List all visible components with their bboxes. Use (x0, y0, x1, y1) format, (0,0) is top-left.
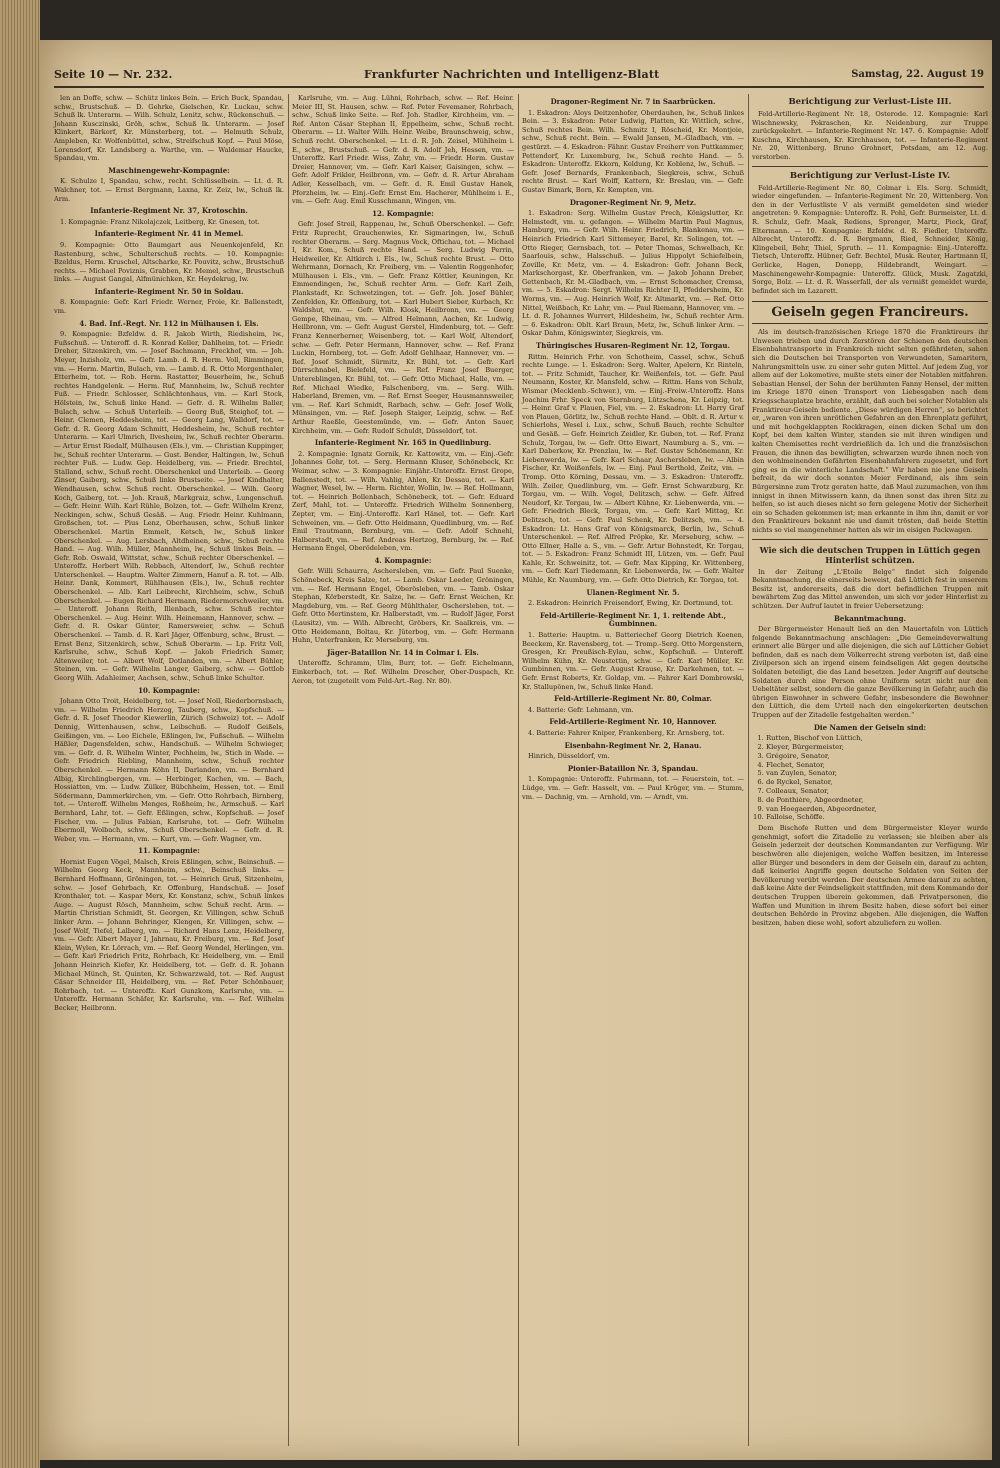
regiment-heading: 4. Kompagnie: (374, 555, 432, 565)
regiment-heading: Infanterie-Regiment Nr. 37, Krotoschin. (90, 206, 248, 216)
column-3 (518, 94, 749, 1446)
casualty-entries: 9. Kompagnie: Otto Baumgart aus Neuenkojenfeld, Kr. Rastenburg, schw., Schulterschuß rechts. — 10. Kompagnie: Bzeldus, Herm. Kruschel, Altscharke, Kr. Pouvitz, schw., Brustschuß rechts. — Michael Poviznis, Grabben, Kr. Memel, schw., Brustschuß links. — August Gangal, Alfmünichken, Kr. Heydekrug, lw. (54, 240, 284, 284)
casualty-entries: 1. Eskadron: Aloys Deitzenhofer, Oberdauhen, lw., Schuß linkes Bein. — 3. Eskadron: Peter Ludwig, Platten, Kr. Wittlich, schw., Schuß rechtes Bein. Wilh. Schmitz I, Röscheid, Kr. Montjoie, schw., Schuß recht. Bein. — Ewald Jansen, M.-Gladbach, vm. — gestürzt. — 4. Eskadron: Fähnr. Gustav Freiherr von Puttkammer, Pettendorf, Kr. Luxemburg, lw., Schuß rechte Hand. — 5. Eskadron: Unteroffz. Ekkorn, Keldung, Kr. Koblenz, lw., Schuß. — Gefr. Josef Bernards, Frankenbach, Siegkreis, schw., Schuß rechte Brust. — Karl Wolff, Kattern, Kr. Breslau, vm. — Gefr. Gustav Bimark, Born, Kr. Kempten, vm. (522, 108, 744, 194)
hostage-list-title: Die Namen der Geiseln sind: (813, 722, 927, 732)
regiment-heading: 10. Kompagnie: (138, 685, 200, 695)
hostage-item: 1. Rutten, Bischof von Lüttich, (766, 734, 988, 743)
hostage-item: 5. van Zuylen, Senator, (766, 769, 988, 778)
casualty-entries: 2. Eskadron: Heinrich Freisendorf, Ewing, Kr. Dortmund, tot. (528, 599, 734, 608)
casualty-entries: 1. Eskadron: Serg. Wilhelm Gustav Prech, Königslutter, Kr. Helmstedt, vm. u. gefangen. — Wilhelm Martin Paul Magnus, Hamburg, vm. — Gefr. Wilh. Heinr. Friedrich, Blankenau, vm. — Heinrich Friedrich Karl Sittemeyer, Barel, Kr. Solingen, tot. — Otto Rieger, Gernsbach, tot. — Peter Thomas, Schwelbach, Kr. Saarlouis, schw., Halsschuß. — Julius Hippolyt Schiefelbein, Zoville, Kr. Metz, vm. — 4. Eskadron: Gefr. Johann Beck, Markschorgast, Kr. Oberfranken, vm. — Jakob Johann Dreber, Gettenbach, Kr. M.-Gladbach, vm. — Ernst Schomacher, Cremsa, vm. — 5. Eskadron: Sergt. Wilhelm Richter II, Pfeddersheim, Kr. Worms, vm. — Aug. Heinrich Wolf, Kr. Altmarkt, vm. — Ref. Otto Nittel, Weißbach, Kr. Lahr, vm. — Paul Riemann, Hannover, vm. — Lt. d. R. Johannes Wurrert, Hildesheim, lw., Schuß rechter Arm. — 6. Eskadron: Oblt. Karl Braun, Metz, lw., Schuß linker Arm. — Oskar Dahm, Königswinter, Siegkreis, vm. (522, 209, 744, 338)
casualty-entries: 4. Batterie: Fahrer Kniper, Frankenberg, Kr. Arnsberg, tot. (528, 728, 725, 737)
page-number: Seite 10 — Nr. 232. (54, 67, 173, 81)
casualty-entries: 1. Kompagnie: Unteroffz. Fuhrmann, tot. — Feuerstein, tot. — Lüdge, vm. — Gefr. Hasselt, vm. — Paul Krüger, vm. — Stumm, vm. — Dachnig, vm. — Arnhold, vm. — Arndt, vm. (522, 775, 744, 801)
hostage-item: 9. van Hoegaerden, Abgeordneter, (766, 805, 988, 814)
hostage-item: 3. Grégoire, Senator, (766, 752, 988, 761)
divider (752, 539, 988, 540)
article-text: Als im deutsch-französischen Kriege 1870 die Franktireurs ihr Unwesen trieben und durch Zerstören der Schienen den deutschen Eisenbahntransporte in Frankreich nicht selten gefährdeten, sahen sich die Deutschen bei Transporten von Verwundeten, Samaritern, Nahrungsmitteln usw. zu einer sehr guten Mittel. Auf jedem Zug, vor allem auf der Lokomotive, mußte stets einer der Notablen mitfahren. Sebastian Hensel, der Sohn der berühmten Fanny Hensel, der mitten im Kriege 1870 einen Transport von Liebesgaben nach dem Kriegsschauplatze brachte, erzählt, daß auch bei solcher Notablen als Franktireur-Geiseln bediente. „Diese würdigen Herren“, so berichtet er, „waren von ihren unrötlichen Gefahren an den Ehrenplatz geführt, und mit hochgeklappten Rockkragen, einen dicken Schal um den Kopf, bei dem kalten Winter, standen sie mit ihren windigen und kalten Chemisettes recht verdrießlich da. Ich und die französischen Frauen, die ihnen das bewilligten, schwarzen wurde ihnen noch von den wohlmeinenden Gefährten Eisenbahnfahrern zugesetzt, und fort ging es in die winterliche Landschaft.“ Wir haben nie jene Geiseln befreit, da wir doch sonnten Meier Ferdinand, als ihm sein Bürgersinne zum Trotz geraten hatte, daß Maul zuzumachen, von ihm innigst in ihnen Mitwissern kann, da ihnen sonst das ihren Sitz zu helfen, so ist auch dieses nicht so fern gelegene Motiv der Sicherheit ein so Schaden gekommen ist; man erkannte in ihm ihn, damit er vor den Franktireurs bekannt nie und damit trösten, daß beide Stettin nichts so viel mangenehmer hatten als wir im eisigen Packwagen. (752, 328, 988, 534)
casualty-entries: K. Schulze I, Spandau, schw., recht. Schlüsselbein. — Lt. d. R. Walchner, tot. — Ernst Bergmann, Laxna, Kr. Zeiz, lw., Schuß lk. Arm. (54, 177, 284, 203)
casualty-entries: 4. Batterie: Gefr. Lehmann, vm. (528, 705, 634, 714)
divider (752, 166, 988, 167)
casualty-entries: 1. Batterie: Hauptm. u. Batteriechef Georg Dietrich Koenen, Beeckem, Kr. Ravensberg, tot. — Tromp.-Serg. Otto Morgenstern, Gresgen, Kr. Preußisch-Eylau, schw., Kopfschuß. — Unteroff. Wilhelm Kühn, Kr. Neustettin, schw. — Gefr. Karl Müller, Kr. Gumbinnen, vm. — Gefr. August Krause, Kr. Darkehmen, tot. — Gefr. Ernst Roberts, Kr. Goldap, vm. — Fahrer Karl Dombrowski, Kr. Stallupönen, lw., Schuß linke Hand. (522, 631, 744, 691)
hostage-item: 7. Colleaux, Senator, (766, 787, 988, 796)
casualty-entries: 8. Kompagnie: Gefr. Karl Friedr. Werner, Froie, Kr. Ballenstedt, vm. (54, 298, 284, 316)
subarticle-title: Wie sich die deutschen Truppen in Lüttich gegen Hinterlist schützen. (759, 544, 981, 565)
page-header (54, 62, 984, 88)
regiment-heading: Eisenbahn-Regiment Nr. 2, Hanau. (564, 740, 702, 750)
casualty-entries: Rittm. Heinrich Frhr. von Schotheim, Cassel, schw., Schuß rechte Lunge. — 1. Eskadron: Serg. Walter, Apelern, Kr. Rinteln, tot. — Fritz Schmidt, Taucher, Kr. Weißenfels, tot. — Gefr. Paul Neumann, Koster, Kr. Mansfeld, schw. — Rittm. Hans von Schulz, Wismar (Mecklenb.-Schwer.), vm. — Einj.-Freiw.-Unteroffz. Hans Joachim Frhr. Speck von Sternburg, Lützschena, Kr. Leipzig, tot. — Heinr. Graf v. Plauen, Fiel, vm. — 2. Eskadron: Lt. Harry Graf von Plauen, Görlitz, lw., Schuß rechte Hand. — Oblt. d. R. Artur v. Schierlohs, Wesel i. Lux., schw., Schuß Bauch, rechte Schulter und Gesäß. — Gefr. Heinrich Zeidler, Kr. Guben, tot. — Ref. Franz Schulz, Torgau, lw. — Gefr. Otto Eiwart, Naumburg a. S., vm. — Karl Daberkow, Kr. Prenzlau, lw. — Ref. Gustav Schönemann, Kr. Liebenwerda, lw. — Gefr. Karl Schaar, Aschersleben, lw. — Albin Fischer, Kr. Weißenfels, lw. — Einj. Paul Berthold, Zeitz, vm. — Tromp. Otto Körning, Dessau, vm. — 3. Eskadron: Unteroffz. Wilh. Zeiler, Quedlinburg, vm. — Gefr. Ernst Schwarzburg, Kr. Torgau, vm. — Wilh. Vogel, Delitzsch, schw. — Gefr. Alfred Neudorf, Kr. Torgau, lw. — Albert Kühne, Kr. Liebenwerda, vm. — Gefr. Friedrich Bleck, Torgau, vm. — Gefr. Karl Mittag, Kr. Delitzsch, tot. — Gefr. Paul Schenk, Kr. Delitzsch, vm. — 4. Eskadron: Lt. Hans Graf von Königsmarck, Berlin, lw., Schuß Unterschenkel. — Ref. Alfred Pröpke, Kr. Merseburg, schw. — Otto Ellner, Halle a. S., vm. — Gefr. Artur Bohnstedt, Kr. Torgau, tot. — 5. Eskadron: Franz Schmidt III, Lützen, vm. — Gefr. Paul Kahle, Kr. Schweinitz, tot. — Gefr. Max Kipping, Kr. Wittenberg, vm. — Gefr. Karl Tiedemann, Kr. Liebenwerda, lw. — Gefr. Walter Mühle, Kr. Naumburg, vm. — Gefr. Otto Dietrich, Kr. Torgau, tot. (522, 352, 744, 585)
casualty-entries: Gefr. Willi Schaurra, Aschersleben, vm. — Gefr. Paul Suenke, Schönebeck, Kreis Salze, tot. — Lamb. Oskar Leeder, Gröningen, vm. — Ref. Hermann Engel, Oberösleben, vm. — Tamb. Oskar Stephan, Körberstedt, Kr. Salze, lw. — Gefr. Ernst Weichen, Kr. Magdeburg, vm. — Ref. Georg Mühlthaler, Oschersleben, tot. — Gefr. Otto Mertinstem, Kr. Halberstadt, vm. — Rudolf Jäger, Forst (Lausitz), vm. — Wilh. Albrecht, Gröbers, Kr. Saalkreis, vm. — Otto Heidemann, Boltau, Kr. Jüterbog, vm. — Gefr. Hermann Huhn, Unterfranken, Kr. Merseburg, vm. (292, 567, 514, 645)
hostage-item: 10. Falloise, Schöffe. (766, 813, 988, 822)
book-binding-edge (0, 0, 40, 1468)
correction-text-4: Feld-Artillerie-Regiment Nr. 80, Colmar i. Els. Serg. Schmidt, wieder eingefunden. — Infanterie-Regiment Nr. 20, Wittenberg. Von den in der Verlustliste V als vermißt gemeldeten sind wieder angetreten: 9. Kompagnie: Unteroffz. R. Pohl, Gefr. Burmeister, Lt. d. R. Schulz, Gefr. Maak, Rediens, Sprenger, Martz, Pieck, Graf, Eltermann. — 10. Kompagnie: Bzfeldw. d. R. Fiedler, Unteroffz. Albrecht, Unteroffz. d. R. Bergmann, Ried, Schneider, König, Klingebeil, Behr, Thiel, Spruth. — 11. Kompagnie: Einj.-Unteroffz. Tietsch, Unteroffz. Hübner, Gefr. Bechtel, Musk. Reuter, Hartmann II, Gerlicke, Hagen, Donepp, Hildebrandt, Weingart. — Maschinengewehr-Kompagnie: Unteroffz. Glück, Musk. Zagatzki, Sorge, Bolz. — Lt. d. R. Wasserfall, der als vermißt gemeldet wurde, befindet sich im Lazarett. (752, 183, 988, 295)
closing-text: Dem Bischofe Rutten und dem Bürgermeister Kleyer wurde genehmigt, sofort die Zitadelle zu verlassen; sie bleiben aber als Geiseln jederzeit der deutschen Kommandanten zur Verfügung. Wir beschwören alle diejenigen, welche Waffen besitzen, im Interesse aller Bürger und besonders in dem der Geiseln ein, darauf zu achten, daß keinerlei Angriffe gegen deutsche Soldaten von Seiten der Bevölkerung verübt werden. Der deutschen Armee darauf zu achten, daß keine Akte der Feindseligkeit stattfinden, mit dem Kommando der deutschen Truppen überein gekommen, daß Privatpersonen, die Waffen und Munition in ihrem Besitz haben, diese sofort bei einer deutschen Behörde in Provinz abgeben. Alle diejenigen, die Waffen besitzen, haben diese wohl, sofort abzuliefern zu wollen. (752, 824, 988, 927)
subarticle-text: In der Zeitung „L'Etoile Belge“ findet sich folgende Bekanntmachung, die einerseits beweist, daß Lüttich fest in unserem Besitz ist, andererseits, daß die dort befindlichen Truppen mit bewährtem Zug das Mittel anwenden, um sich vor jeder Hinterlist zu schützen. Der Aufruf lautet in freier Uebersetzung: (752, 567, 988, 610)
casualty-entries: Unteroffz. Schramm, Ulm, Burr, tot. — Gefr. Eichelmann, Einkerbach, tot. — Ref. Wilhelm Drescher, Ober-Duspach, Kr. Aeron, tot (zugeteilt vom Feld-Art.-Reg. Nr. 80). (292, 659, 514, 685)
regiment-heading: Infanterie-Regiment Nr. 50 in Soldau. (94, 286, 244, 296)
article-title: Geiseln gegen Francireurs. (752, 301, 988, 324)
regiment-heading: Feld-Artillerie-Regiment Nr. 1, 1. reitende Abt., Gumbinnen. (539, 610, 727, 629)
casualty-entries: 1. Kompagnie: Franz Nikolajczek, Leitberg, Kr. Gnesen, tot. (60, 217, 260, 226)
regiment-heading: 11. Kompagnie: (138, 846, 200, 856)
regiment-heading: Feld-Artillerie-Regiment Nr. 10, Hannover. (549, 717, 717, 727)
regiment-heading: Pionier-Bataillon Nr. 3, Spandau. (567, 763, 699, 773)
hostage-item: 4. Flechet, Senator, (766, 761, 988, 770)
masthead-title: Frankfurter Nachrichten und Intelligenz-Blatt (364, 67, 660, 81)
regiment-heading: 12. Kompagnie: (372, 208, 434, 218)
hostage-item: 2. Kleyer, Bürgermeister, (766, 743, 988, 752)
hostage-item: 8. de Ponthière, Abgeordneter, (766, 796, 988, 805)
regiment-heading: Infanterie-Regiment Nr. 41 in Memel. (94, 229, 244, 239)
regiment-heading: Dragoner-Regiment Nr. 7 in Saarbrücken. (550, 97, 716, 106)
regiment-heading: 4. Bad. Inf.-Regt. Nr. 112 in Mülhausen i. Els. (79, 318, 259, 328)
notice-title: Bekanntmachung. (834, 613, 906, 623)
hostage-item: 6. de Ryckel, Senator, (766, 778, 988, 787)
regiment-heading: Jäger-Bataillon Nr. 14 in Colmar i. Els. (327, 647, 479, 657)
casualty-entries: Hornist Eugen Vögel, Malsch, Kreis Eßlingen, schw., Beinschuß. — Wilhelm Georg Keck, Mannheim, schw., Beinschuß links. — Bernhard Hoffmann, Gröningen, tot. — Heinrich Gruß, Sitzenheim, schw. — Josef Gehrbach, Kr. Offenburg, Handschuß. — Josef Kronthaler, tot. — Kaspar Merx, Kr. Konstanz, schw., Schuß linkes Auge. — August Rösch, Mannheim, schw. Schuß recht. Arm. — Martin Christian Schmidt, St. Georgen, Kr. Villingen, schw. Schuß linker Arm. — Johann Behringer, Klengen, Kr. Villingen, schw. — Josef Wolf, Tiefel, Lalberg, vm. — Richard Hans Lenz, Heidelberg, vm. — Gefr. Albert Mayer I, Jahrnau, Kr. Freiburg, vm. — Ref. Josef Klein, Wylen, Kr. Lörrach, vm. — Ref. Georg Wendel, Herlingen, vm. — Gefr. Karl Friedrich Fritz, Rohrbach, Kr. Heidelberg, vm. — Emil Johann Heinrich Kiefer, Kr. Heidelberg, tot. — Gefr. d. R. Johann Michael Münch, St. Quinten, Kr. Schwarzwald, tot. — Ref. August Cäsar Schneider III, Heidelberg, vm. — Ref. Peter Schönbauer, Rohrbach, tot. — Unteroffz. Karl Gunzkom, Karlsruhe, vm. — Unteroffz. Hermann Schäfer, Kr. Karlsruhe, vm. — Ref. Wilhelm Becker, Heilbronn. (54, 857, 284, 1012)
column-2 (288, 94, 519, 1446)
casualty-entries: Gefr. Josef Streil, Rappenau, lw., Schuß Oberschenkel. — Gefr. Fritz Ruprecht, Grauchenwies, Kr. Sigmaringen, lw., Schuß rechter Oberarm. — Serg. Magnus Vock, Oftichau, tot. — Michael I, Kr. Kom., Schuß rechte Hand. — Serg. Ludwig Perrin, Heidweiler, Kr. Altkirch i. Els., lw., Schuß rechte Brust. — Otto Wehrmann, Dornach, Kr. Freiberg, vm. — Valentin Roggenhofer, Mülhausen i. Els., vm. — Gefr. Franz Köttler, Keuningen, Kr. Emmendingen, lw., Schuß rechter Arm. — Gefr. Karl Zeih, Plankstadt, Kr. Schwetzingen, tot. — Gefr. Joh. Josef Bühler, Zenfelden, Kr. Offenburg, tot. — Karl Hubert Sieber, Kurbach, Kr. Waldshut, vm. — Gefr. Wilh. Klosk, Heilbronn, vm. — Georg Gempe, Rheinau, vm. — Alfred Helmann, Aachen, Kr. Ludwig, Heilbronn, vm. — Gefr. August Gerstel, Hindenburg, tot. — Gefr. Franz Kennerherner, Weisenberg, tot. — Karl Wolf, Altendorf, schw. — Gefr. Peter Hermann, Hannover, schw. — Ref. Franz Luckin, Hornberg, tot. — Gefr. Adolf Gehlhaar, Hannover, vm. — Ref. Josef Schmidt, Sürmitz, Kr. Bühl, tot. — Gefr. Karl Dürrschnabel, Bielefeld, vm. — Ref. Franz Josef Buerger, Untereblingen, Kr. Bühl, tot. — Gefr. Otto Michael, Halle, vm. — Ref. Michael Wiedke, Falschenberg, vm. — Serg. Wilh. Haberland, Bremen, vm. — Ref. Ernst Seeger, Hausmannsweiler, vm. — Ref. Karl Schmidt, Rarbach, schw. — Gefr. Josef Wolk, Münsingen, vm. — Ref. Joseph Staiger, Leipzig, schw. — Ref. Arthur Raeßle, Geestemünde, vm. — Gefr. Anton Sauer, Kirchheim, vm. — Gefr. Rudolf Schuldt, Düsseldorf, tot. (292, 220, 514, 435)
correction-title-3: Berichtigung zur Verlust-Liste III. (788, 97, 952, 107)
regiment-heading: Feld-Artillerie-Regiment Nr. 80, Colmar. (554, 694, 712, 704)
regiment-heading: Maschinengewehr-Kompagnie: (108, 165, 230, 175)
regiment-heading: Dragoner-Regiment Nr. 9, Metz. (569, 197, 697, 207)
column-1 (50, 94, 289, 1446)
regiment-heading: Infanterie-Regiment Nr. 165 in Quedlinburg. (314, 438, 492, 448)
notice-text: Der Bürgermeister Henault ließ an den Mauertafeln von Lüttich folgende Bekanntmachung anschlagen: „Die Gemeindeverwaltung erinnert alle Bürger und alle diejenigen, die sich auf Lütticher Gebiet befinden, daß es nach dem Völkerrecht streng verboten ist, daß eine Zivilperson sich an irgend einem feindseligen Akt gegen deutsche Soldaten beteiligt, die das Land besetzen. Jeder Angriff auf deutsche Soldaten durch eine Person ohne Uniform setzt nicht nur den Uebeltäter selbst, sondern die ganze Bevölkerung in Gefahr, auch die übrigen Einwohner in schwere Gefahr, insbesondere die Bewohner den Lüttich, die dem Urteil nach den eingekerkerten deutschen Truppen auf der Zitadelle festgehalten werden.“ (752, 625, 988, 720)
correction-text-3: Feld-Artillerie-Regiment Nr. 18, Osterode. 12. Kompagnie: Karl Wischnewsky, Pokraschen, Kr. Neidenburg, zur Truppe zurückgekehrt. — Infanterie-Regiment Nr. 147. 6. Kompagnie: Adolf Kuschna, Kirchhausen, Kr. Kirchhausen, tot. — Infanterie-Regiment Nr. 20, Wittenberg. Bruno Grohnert, Potsdam, am 12. Aug. verstorben. (752, 110, 988, 161)
column-4 (748, 94, 992, 1446)
newspaper-page (40, 40, 992, 1460)
correction-title-4: Berichtigung zur Verlust-Liste IV. (789, 170, 951, 181)
casualty-entries: len an Doffe, schw. — Schütz linkes Bein. — Erich Buck, Spandau, schw., Brustschuß. — D. Gehrke, Gielschen, Kr. Luckau, schw. Schuß lk. Unterarm. — Wilh. Schulz, Lenitz, schw., Rückenschuß. — Johann Kusczinski, Gröh, schw., Schuß lk. Unterarm. — Josef Klinkert, Bärkorf, Kr. Münsterberg, tot. — Helmuth Schulz, Ampleben, Kr. Wolfenbüttel, schw., Streifschuß Kopf. — Paul Möse, Lorensdorf, Kr. Landsberg a. Warthe, vm. — Waldemar Haucke, Spandau, vm. (54, 94, 284, 163)
hostage-list (766, 734, 988, 822)
casualty-entries: Johann Otto Troit, Heidelberg, tot. — Josef Noll, Riederbornsbach, vm. — Wilhelm Friedrich Herzog, Tauberg, schw., Kopfschuß. — Gefr. d. R. Josef Theodor Kiewerlin, Zürich (Schweiz) tot. — Adolf Dennig, Wittenhausen, schw., Leibschuß. — Rudolf Geißels, Geißingen, vm. — Leo Eichele, Eßlingen, lw., Fußschuß. — Wilhelm Häßler, Dagensfelden, schw., Handschuß. — Wilhelm Schwieger, vm. — Gefr. d. R. Wilhelm Winter, Pochheim, lw., Stich in Wade. — Gefr. Friedrich Riebling, Mannheim, schw., Schuß rechter Oberschenkel. — Hermann Köhn II, Darlanden, vm. — Bernhard Albig, Kirchlingbergen, vm. — Herbinger, Kachen, vm. — Bach, Hossiatten, vm. — Ludw. Zülker, Bübchheim, Hessen, tot. — Emil Södermann, Dammerkirchen, vm. — Gefr. Otto Rohrbach, Birnberg, tot. — Unteroff. Wilhelm Menges, Roßheim, lw., Armschuß. — Karl Bernhard, Lahr, tot. — Gefr. Eßlingen, schw., Kopfschuß. — Josef Fischer, vm. — Julius Fabian, Karlsruhe, tot. — Gefr. Wilhelm Ebermoll, Wolbach, schw., Schuß Oberschenkel. — Gefr. d. R. Weber, vm. — Hermann, vm. — Kurt, vm. — Gefr. Wagner, vm. (54, 697, 284, 843)
casualty-entries: 9. Kompagnie: Bzfeldw. d. R. Jakob Wirth, Riedisheim, lw., Fußschuß. — Unteroff. d. R. Konrad Keller, Dahlheim, tot. — Friedr. Dreher, Sitzenkirch, vm. — Josef Bachmann, Freckhof, vm. — Joh. Meyer, Inzisholz, vm. — Gefr. Lamb. d. R. Herm. Voll, Rimmingen, vm. — Herm. Martin, Bulach, vm. — Lamb. d. R. Otto Morgenthaler, Etterheim, tot. — Rob. Herm. Rastatter, Beuerheim, lw., Schuß rechtes Handgelenk. — Herm. Ruf, Mannheim, lw., Schuß rechter Fuß. — Friedr. Schlosser, Schlächtenhaus, vm. — Karl Stock, Hölstein, lw., Schuß linke Hand. — Gefr. d. R. Wilhelm Baller, Bulach, schw. — Schuß Unterleib. — Georg Buß, Steighof, tot. — Heinr. Clemen, Heddesheim, tot. — Georg Lang, Walldorf, tot. — Gefr. d. R. Georg Adam Schmitt, Heddesheim, lw., Schuß rechter Unterarm. — Karl Ulmrich, Ilvesheim, lw., Schuß rechter Oberarm. — Artur Ernst Riedalf, Mülhausen (Els.), vm. — Christian Kuppinger, lw., Schuß rechter Unterarm. — Gust. Bender, Haltingen, lw., Schuß rechter Fuß. — Ludw. Gep. Heidelberg, vm. — Friedr. Brechtel, Stalland, schw., Schuß recht. Oberschenkel und Unterleib. — Georg Zinser, Gaiberg, schw., Schuß linke Brustseite. — Josef Kindhalter, Wendhausen, schw. Schuß recht. Oberschenkel. — Wilh. Georg Koch, Gaiberg, tot. — Joh. Krauß, Markgraiz, schw., Lungenschuß. — Gefr. Heinr. Wilh. Karl Rühle, Bolzen, tot. — Gefr. Wilhelm Krenz, Neckingen, schw., Schuß Gesäß. — Aug. Friedr. Heinr. Kuhlmann, Großschen, tot. — Pius Lenz, Oberhausen, schw., Schuß linker Oberschenkel. Martin Emmelt, Ketsch, lw., Schuß linker Oberschenkel. — Aug. Lersbach, Altdheinen, schw., Schuß rechte Hand. — Aug. Wilh. Müller, Mannheim, lw., Schuß linkes Bein. — Gefr. Rob. Oswald, Wittstat, schw., Schuß rechter Oberschenkel. — Unteroffz. Herbert Wilh. Rebbach, Altendorf, lw., Schuß rechter Unterschenkel. — Hauptm. Walter Zimmern, Hanuf a. R. tot. — Alb. Heinr. Dank, Kommert, Rühlhausen (Els.), lw., Schuß rechter Oberschenkel. — Alb. Karl Leibrecht, Kirchheim, schw., Schuß Oberschenkel. — Eugen Richard Hermann, Riedermorschweiler, vm. — Unteroff. Johann Reith, Illenbach, schw. Schuß rechter Oberschenkel. — Aug. Heinr. Wilh. Heinemann, Hannover, schw. — Gefr. d. R. Oskar Günter, Ramersweier, schw. — Schuß Oberschenkel. — Tamb. d. R. Karl Jäger, Offenburg, schw., Brust. — Ernst Benz, Sitzenkirch, schw., Schuß Oberarm. — Lp. Fritz Voll, Karlsruhe, schw., Schuß Kopf. — Jakob Friedrich Samer, Altenweiler, tot. — Albert Wolf, Dotlanden, vm. — Albert Bühler, Steinen, vm. — Gefr. Wilhelm Langer, Gaiberg, schw. — Gottlob Georg Wilh. Adahleimer, Aachsen, schw., Schuß linke Schulter. (54, 330, 284, 682)
regiment-heading: Thüringisches Husaren-Regiment Nr. 12, Torgau. (536, 341, 730, 351)
casualty-entries: Karlsruhe, vm. — Aug. Lühni, Rohrbach, schw. — Ref. Heinr. Meier III, St. Hausen, schw. — Ref. Peter Fevemaner, Rohrbach, schw., Schuß linke Seite. — Ref. Joh. Stadler, Kirchheim, vm. — Ref. Anton Cäsar Stephan II, Eppelheim, schw., Schuß recht. Oberarm. — Lt. Walter Wilh. Heinr. Weibe, Braunschweig, schw., Schuß recht. Oberschenkel. — Lt. d. R. Joh. Zeisel, Mühlheim i. E., schw., Brustschuß. — Gefr. d. R. Adolf Jeh, Hessen, vm. — Unteroffz. Karl Friedr. Wiss, Zahr, vm. — Friedr. Herm. Gustav Dreier, Hannover, vm. — Gefr. Karl Kaiser, Gaisingen, schw. — Gefr. Adolf Frikler, Heilbronn, vm. — Gefr. d. R. Artur Abraham Adler, Kesselbach, vm. — Gefr. d. R. Emil Gustav Hanek, Pforzheim, lw. — Einj.-Gefr. Ernst Em. Hacherer, Mühlheim i. E., vm. — Gefr. Aug. Emil Kusschmann, Wingen, vm. (292, 94, 514, 206)
casualty-entries: 2. Kompagnie: Ignatz Gornik, Kr. Kattowitz, vm. — Einj.-Gefr. Johannes Gohr, tot. — Serg. Hermann Kluser, Schönebeck, Kr. Weimar, schw. — 3. Kompagnie: Einjähr.-Unteroffz. Ernst Grope, Ballenstedt, tot. — Wilh. Vahlig, Ahlen, Kr. Dessau, tot. — Karl Wagner, Wesel, lw. — Herm. Richter, Wollin, lw. — Ref. Hollmann, tot. — Heinrich Bollenbach, Schönebeck, tot. — Gefr. Eduard Zerf, Mahl, tot. — Unteroffz. Friedrich Wilhelm Sonnenberg, Zepter, vm. — Einj.-Unteroffz. Karl Hänel, tot. — Gefr. Karl Schweinen, vm. — Gefr. Otto Heidmann, Quedlinburg, vm. — Ref. Emil Trautmann, Bernburg, vm. — Gefr. Adolf Schnehl, Halberstadt, vm. — Ref. Andreas Hertzog, Bernburg, lw. — Ref. Hermann Engel, Oberödeleben, vm. (292, 449, 514, 553)
casualty-entries: Hinrich, Düsseldorf, vm. (528, 752, 610, 761)
regiment-heading: Ulanen-Regiment Nr. 5. (586, 587, 680, 597)
issue-date: Samstag, 22. August 19 (851, 68, 984, 80)
